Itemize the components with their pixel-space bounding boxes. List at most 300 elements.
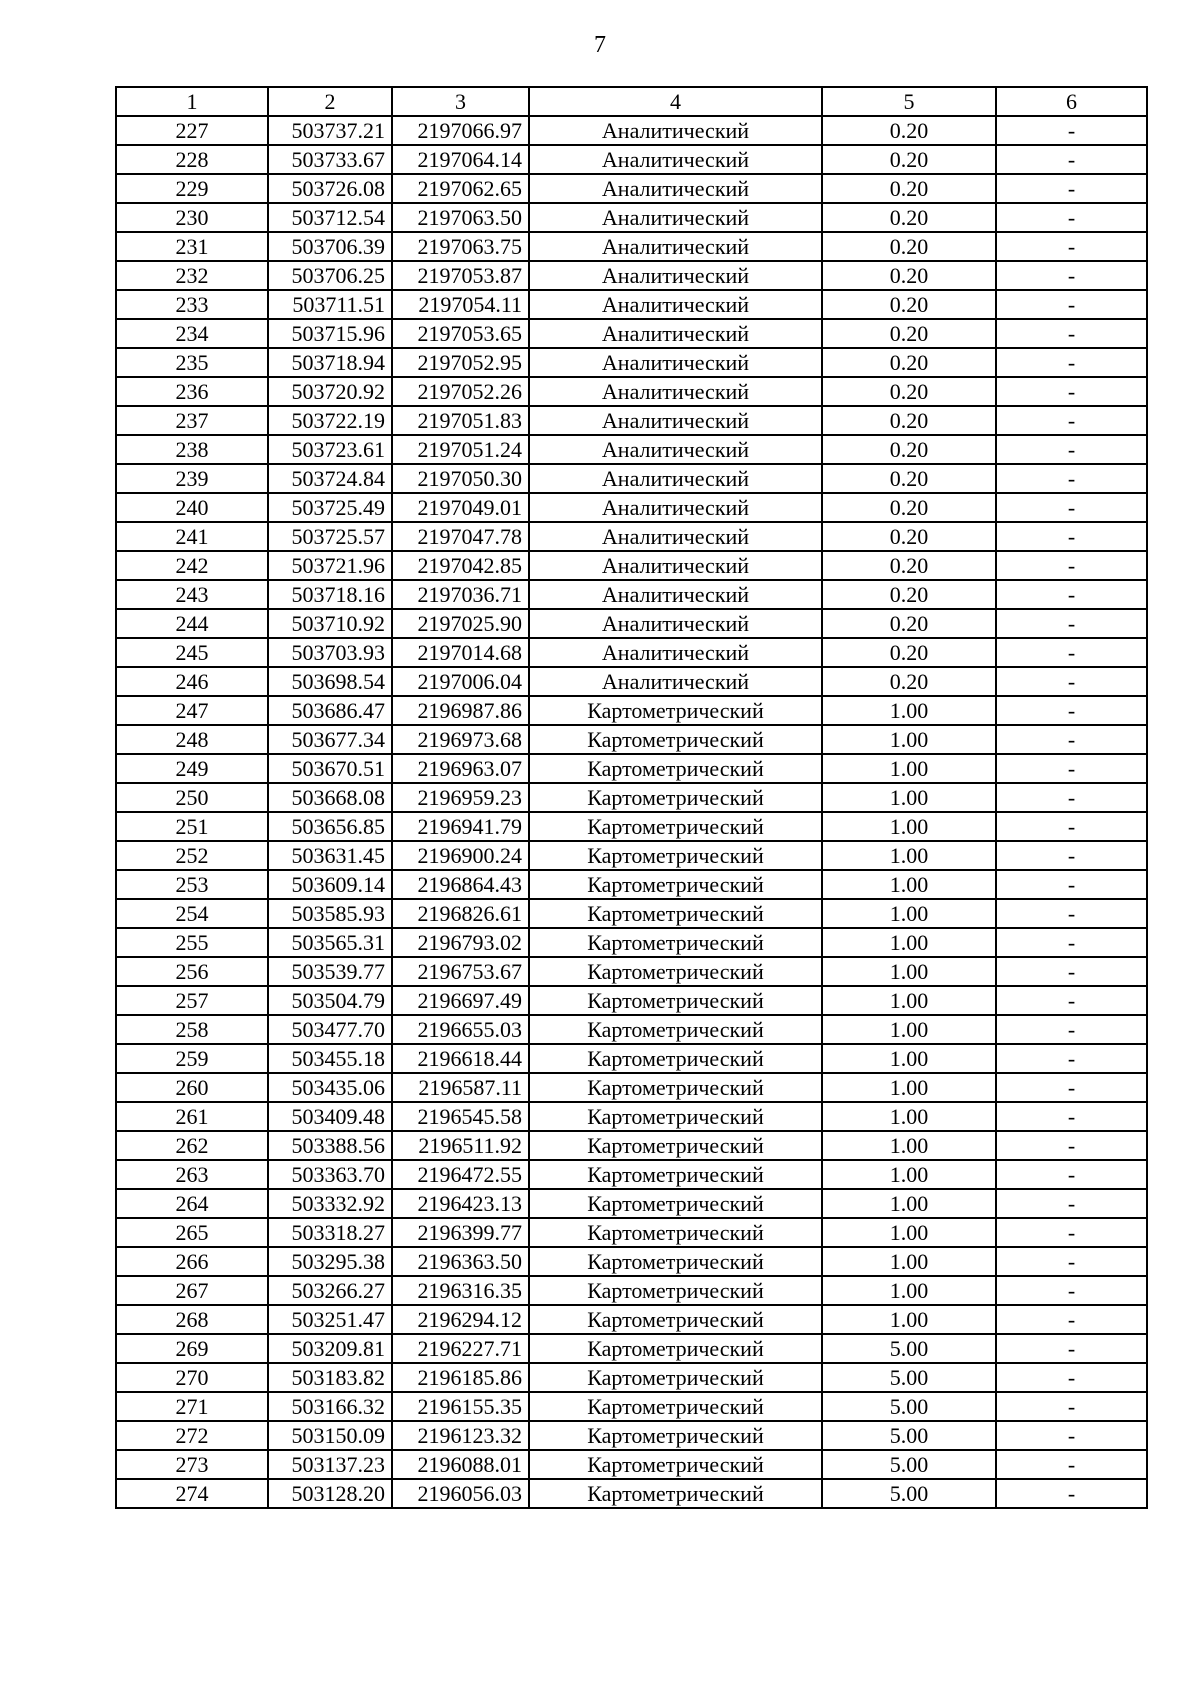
- x-coordinate-cell: 503720.92: [268, 377, 392, 406]
- description-cell: -: [996, 1392, 1147, 1421]
- method-cell: Картометрический: [529, 1479, 822, 1508]
- x-coordinate-cell: 503656.85: [268, 812, 392, 841]
- point-number-cell: 249: [116, 754, 268, 783]
- description-cell: -: [996, 551, 1147, 580]
- method-cell: Аналитический: [529, 435, 822, 464]
- table-row: [116, 1102, 1147, 1131]
- description-cell: -: [996, 1189, 1147, 1218]
- description-cell: -: [996, 232, 1147, 261]
- y-coordinate-cell: 2196472.55: [392, 1160, 529, 1189]
- x-coordinate-cell: 503706.39: [268, 232, 392, 261]
- x-coordinate-cell: 503686.47: [268, 696, 392, 725]
- description-cell: -: [996, 348, 1147, 377]
- y-coordinate-cell: 2196963.07: [392, 754, 529, 783]
- x-coordinate-cell: 503737.21: [268, 116, 392, 145]
- table-row: [116, 638, 1147, 667]
- point-number-cell: 258: [116, 1015, 268, 1044]
- accuracy-cell: 0.20: [822, 203, 996, 232]
- description-cell: -: [996, 290, 1147, 319]
- description-cell: -: [996, 1044, 1147, 1073]
- point-number-cell: 253: [116, 870, 268, 899]
- method-cell: Аналитический: [529, 116, 822, 145]
- point-number-cell: 244: [116, 609, 268, 638]
- description-cell: -: [996, 1305, 1147, 1334]
- table-row: [116, 1421, 1147, 1450]
- y-coordinate-cell: 2197053.65: [392, 319, 529, 348]
- point-number-cell: 267: [116, 1276, 268, 1305]
- table-row: [116, 174, 1147, 203]
- x-coordinate-cell: 503670.51: [268, 754, 392, 783]
- page-number: 7: [594, 32, 606, 58]
- accuracy-cell: 5.00: [822, 1479, 996, 1508]
- table-row: [116, 1450, 1147, 1479]
- y-coordinate-cell: 2196793.02: [392, 928, 529, 957]
- x-coordinate-cell: 503723.61: [268, 435, 392, 464]
- header-cell-4: 4: [529, 87, 822, 116]
- description-cell: -: [996, 1015, 1147, 1044]
- x-coordinate-cell: 503718.94: [268, 348, 392, 377]
- accuracy-cell: 1.00: [822, 1073, 996, 1102]
- description-cell: -: [996, 319, 1147, 348]
- description-cell: -: [996, 261, 1147, 290]
- x-coordinate-cell: 503388.56: [268, 1131, 392, 1160]
- y-coordinate-cell: 2196363.50: [392, 1247, 529, 1276]
- x-coordinate-cell: 503726.08: [268, 174, 392, 203]
- description-cell: -: [996, 870, 1147, 899]
- y-coordinate-cell: 2197053.87: [392, 261, 529, 290]
- description-cell: -: [996, 899, 1147, 928]
- method-cell: Картометрический: [529, 1189, 822, 1218]
- y-coordinate-cell: 2196399.77: [392, 1218, 529, 1247]
- point-number-cell: 251: [116, 812, 268, 841]
- x-coordinate-cell: 503477.70: [268, 1015, 392, 1044]
- x-coordinate-cell: 503721.96: [268, 551, 392, 580]
- accuracy-cell: 0.20: [822, 116, 996, 145]
- description-cell: -: [996, 754, 1147, 783]
- table-row: [116, 116, 1147, 145]
- method-cell: Картометрический: [529, 1276, 822, 1305]
- accuracy-cell: 1.00: [822, 812, 996, 841]
- table-row: [116, 551, 1147, 580]
- y-coordinate-cell: 2196941.79: [392, 812, 529, 841]
- description-cell: -: [996, 667, 1147, 696]
- accuracy-cell: 0.20: [822, 435, 996, 464]
- y-coordinate-cell: 2197054.11: [392, 290, 529, 319]
- point-number-cell: 237: [116, 406, 268, 435]
- y-coordinate-cell: 2196587.11: [392, 1073, 529, 1102]
- method-cell: Аналитический: [529, 522, 822, 551]
- point-number-cell: 263: [116, 1160, 268, 1189]
- point-number-cell: 232: [116, 261, 268, 290]
- accuracy-cell: 1.00: [822, 725, 996, 754]
- x-coordinate-cell: 503609.14: [268, 870, 392, 899]
- method-cell: Картометрический: [529, 1044, 822, 1073]
- point-number-cell: 254: [116, 899, 268, 928]
- x-coordinate-cell: 503150.09: [268, 1421, 392, 1450]
- description-cell: -: [996, 1218, 1147, 1247]
- method-cell: Картометрический: [529, 928, 822, 957]
- table-row: [116, 957, 1147, 986]
- table-row: [116, 261, 1147, 290]
- accuracy-cell: 0.20: [822, 551, 996, 580]
- point-number-cell: 247: [116, 696, 268, 725]
- method-cell: Аналитический: [529, 145, 822, 174]
- x-coordinate-cell: 503128.20: [268, 1479, 392, 1508]
- table-row: [116, 1131, 1147, 1160]
- description-cell: -: [996, 1276, 1147, 1305]
- description-cell: -: [996, 145, 1147, 174]
- y-coordinate-cell: 2197014.68: [392, 638, 529, 667]
- description-cell: -: [996, 986, 1147, 1015]
- accuracy-cell: 1.00: [822, 899, 996, 928]
- description-cell: -: [996, 1131, 1147, 1160]
- table-header-row: [116, 87, 1147, 116]
- accuracy-cell: 1.00: [822, 783, 996, 812]
- description-cell: -: [996, 406, 1147, 435]
- y-coordinate-cell: 2196655.03: [392, 1015, 529, 1044]
- description-cell: -: [996, 1334, 1147, 1363]
- y-coordinate-cell: 2196973.68: [392, 725, 529, 754]
- table-row: [116, 725, 1147, 754]
- table-row: [116, 145, 1147, 174]
- description-cell: -: [996, 1450, 1147, 1479]
- point-number-cell: 250: [116, 783, 268, 812]
- method-cell: Картометрический: [529, 1073, 822, 1102]
- method-cell: Аналитический: [529, 203, 822, 232]
- table-row: [116, 667, 1147, 696]
- description-cell: -: [996, 1421, 1147, 1450]
- y-coordinate-cell: 2197062.65: [392, 174, 529, 203]
- table-row: [116, 464, 1147, 493]
- accuracy-cell: 1.00: [822, 986, 996, 1015]
- accuracy-cell: 1.00: [822, 841, 996, 870]
- y-coordinate-cell: 2197050.30: [392, 464, 529, 493]
- point-number-cell: 273: [116, 1450, 268, 1479]
- method-cell: Аналитический: [529, 667, 822, 696]
- point-number-cell: 260: [116, 1073, 268, 1102]
- point-number-cell: 272: [116, 1421, 268, 1450]
- accuracy-cell: 1.00: [822, 1305, 996, 1334]
- table-row: [116, 812, 1147, 841]
- accuracy-cell: 1.00: [822, 1102, 996, 1131]
- description-cell: -: [996, 377, 1147, 406]
- description-cell: -: [996, 1073, 1147, 1102]
- table-row: [116, 928, 1147, 957]
- description-cell: -: [996, 609, 1147, 638]
- accuracy-cell: 0.20: [822, 232, 996, 261]
- x-coordinate-cell: 503585.93: [268, 899, 392, 928]
- description-cell: -: [996, 928, 1147, 957]
- point-number-cell: 257: [116, 986, 268, 1015]
- accuracy-cell: 0.20: [822, 348, 996, 377]
- point-number-cell: 243: [116, 580, 268, 609]
- point-number-cell: 231: [116, 232, 268, 261]
- method-cell: Аналитический: [529, 638, 822, 667]
- x-coordinate-cell: 503435.06: [268, 1073, 392, 1102]
- accuracy-cell: 1.00: [822, 1160, 996, 1189]
- table-row: [116, 319, 1147, 348]
- y-coordinate-cell: 2196316.35: [392, 1276, 529, 1305]
- table-row: [116, 1334, 1147, 1363]
- point-number-cell: 268: [116, 1305, 268, 1334]
- method-cell: Картометрический: [529, 1015, 822, 1044]
- description-cell: -: [996, 841, 1147, 870]
- point-number-cell: 264: [116, 1189, 268, 1218]
- y-coordinate-cell: 2197047.78: [392, 522, 529, 551]
- x-coordinate-cell: 503733.67: [268, 145, 392, 174]
- point-number-cell: 242: [116, 551, 268, 580]
- description-cell: -: [996, 174, 1147, 203]
- description-cell: -: [996, 1479, 1147, 1508]
- accuracy-cell: 5.00: [822, 1421, 996, 1450]
- x-coordinate-cell: 503718.16: [268, 580, 392, 609]
- point-number-cell: 265: [116, 1218, 268, 1247]
- point-number-cell: 230: [116, 203, 268, 232]
- accuracy-cell: 1.00: [822, 1218, 996, 1247]
- table-row: [116, 203, 1147, 232]
- point-number-cell: 227: [116, 116, 268, 145]
- accuracy-cell: 1.00: [822, 1276, 996, 1305]
- method-cell: Аналитический: [529, 609, 822, 638]
- y-coordinate-cell: 2197042.85: [392, 551, 529, 580]
- table-row: [116, 493, 1147, 522]
- header-cell-6: 6: [996, 87, 1147, 116]
- y-coordinate-cell: 2196697.49: [392, 986, 529, 1015]
- accuracy-cell: 5.00: [822, 1334, 996, 1363]
- accuracy-cell: 1.00: [822, 1015, 996, 1044]
- x-coordinate-cell: 503539.77: [268, 957, 392, 986]
- x-coordinate-cell: 503703.93: [268, 638, 392, 667]
- y-coordinate-cell: 2196088.01: [392, 1450, 529, 1479]
- x-coordinate-cell: 503698.54: [268, 667, 392, 696]
- method-cell: Аналитический: [529, 493, 822, 522]
- accuracy-cell: 1.00: [822, 1131, 996, 1160]
- method-cell: Картометрический: [529, 1450, 822, 1479]
- y-coordinate-cell: 2197036.71: [392, 580, 529, 609]
- method-cell: Аналитический: [529, 261, 822, 290]
- x-coordinate-cell: 503715.96: [268, 319, 392, 348]
- table-row: [116, 899, 1147, 928]
- method-cell: Картометрический: [529, 1131, 822, 1160]
- accuracy-cell: 0.20: [822, 638, 996, 667]
- point-number-cell: 246: [116, 667, 268, 696]
- y-coordinate-cell: 2197063.50: [392, 203, 529, 232]
- accuracy-cell: 0.20: [822, 290, 996, 319]
- method-cell: Картометрический: [529, 1160, 822, 1189]
- point-number-cell: 248: [116, 725, 268, 754]
- table-row: [116, 1392, 1147, 1421]
- x-coordinate-cell: 503631.45: [268, 841, 392, 870]
- table-row: [116, 1044, 1147, 1073]
- x-coordinate-cell: 503209.81: [268, 1334, 392, 1363]
- description-cell: -: [996, 696, 1147, 725]
- point-number-cell: 271: [116, 1392, 268, 1421]
- description-cell: -: [996, 493, 1147, 522]
- accuracy-cell: 0.20: [822, 493, 996, 522]
- header-cell-2: 2: [268, 87, 392, 116]
- x-coordinate-cell: 503706.25: [268, 261, 392, 290]
- y-coordinate-cell: 2196900.24: [392, 841, 529, 870]
- x-coordinate-cell: 503722.19: [268, 406, 392, 435]
- accuracy-cell: 1.00: [822, 928, 996, 957]
- point-number-cell: 240: [116, 493, 268, 522]
- table-row: [116, 1015, 1147, 1044]
- x-coordinate-cell: 503565.31: [268, 928, 392, 957]
- method-cell: Аналитический: [529, 319, 822, 348]
- description-cell: -: [996, 812, 1147, 841]
- method-cell: Картометрический: [529, 1247, 822, 1276]
- y-coordinate-cell: 2196511.92: [392, 1131, 529, 1160]
- accuracy-cell: 0.20: [822, 145, 996, 174]
- method-cell: Аналитический: [529, 348, 822, 377]
- point-number-cell: 233: [116, 290, 268, 319]
- description-cell: -: [996, 1160, 1147, 1189]
- table-row: [116, 1160, 1147, 1189]
- x-coordinate-cell: 503332.92: [268, 1189, 392, 1218]
- accuracy-cell: 0.20: [822, 522, 996, 551]
- table-row: [116, 1247, 1147, 1276]
- x-coordinate-cell: 503251.47: [268, 1305, 392, 1334]
- method-cell: Аналитический: [529, 406, 822, 435]
- x-coordinate-cell: 503668.08: [268, 783, 392, 812]
- point-number-cell: 228: [116, 145, 268, 174]
- y-coordinate-cell: 2197051.83: [392, 406, 529, 435]
- point-number-cell: 234: [116, 319, 268, 348]
- accuracy-cell: 1.00: [822, 1247, 996, 1276]
- accuracy-cell: 5.00: [822, 1450, 996, 1479]
- point-number-cell: 261: [116, 1102, 268, 1131]
- description-cell: -: [996, 580, 1147, 609]
- x-coordinate-cell: 503724.84: [268, 464, 392, 493]
- accuracy-cell: 1.00: [822, 1044, 996, 1073]
- accuracy-cell: 0.20: [822, 174, 996, 203]
- point-number-cell: 270: [116, 1363, 268, 1392]
- x-coordinate-cell: 503183.82: [268, 1363, 392, 1392]
- y-coordinate-cell: 2196753.67: [392, 957, 529, 986]
- accuracy-cell: 0.20: [822, 319, 996, 348]
- description-cell: -: [996, 1102, 1147, 1131]
- table-row: [116, 406, 1147, 435]
- x-coordinate-cell: 503725.57: [268, 522, 392, 551]
- coordinates-table: [115, 86, 1148, 1509]
- method-cell: Аналитический: [529, 174, 822, 203]
- y-coordinate-cell: 2197064.14: [392, 145, 529, 174]
- y-coordinate-cell: 2197066.97: [392, 116, 529, 145]
- y-coordinate-cell: 2196545.58: [392, 1102, 529, 1131]
- point-number-cell: 266: [116, 1247, 268, 1276]
- table-row: [116, 986, 1147, 1015]
- description-cell: -: [996, 464, 1147, 493]
- description-cell: -: [996, 1363, 1147, 1392]
- accuracy-cell: 0.20: [822, 464, 996, 493]
- method-cell: Картометрический: [529, 754, 822, 783]
- method-cell: Картометрический: [529, 841, 822, 870]
- description-cell: -: [996, 116, 1147, 145]
- description-cell: -: [996, 435, 1147, 464]
- table-row: [116, 435, 1147, 464]
- accuracy-cell: 5.00: [822, 1392, 996, 1421]
- table-row: [116, 1363, 1147, 1392]
- y-coordinate-cell: 2196056.03: [392, 1479, 529, 1508]
- x-coordinate-cell: 503455.18: [268, 1044, 392, 1073]
- table-row: [116, 754, 1147, 783]
- y-coordinate-cell: 2197063.75: [392, 232, 529, 261]
- point-number-cell: 241: [116, 522, 268, 551]
- method-cell: Картометрический: [529, 957, 822, 986]
- point-number-cell: 252: [116, 841, 268, 870]
- method-cell: Аналитический: [529, 464, 822, 493]
- point-number-cell: 235: [116, 348, 268, 377]
- table-row: [116, 841, 1147, 870]
- table-row: [116, 522, 1147, 551]
- y-coordinate-cell: 2196294.12: [392, 1305, 529, 1334]
- x-coordinate-cell: 503710.92: [268, 609, 392, 638]
- description-cell: -: [996, 203, 1147, 232]
- y-coordinate-cell: 2196826.61: [392, 899, 529, 928]
- y-coordinate-cell: 2197006.04: [392, 667, 529, 696]
- accuracy-cell: 0.20: [822, 667, 996, 696]
- method-cell: Картометрический: [529, 1102, 822, 1131]
- point-number-cell: 259: [116, 1044, 268, 1073]
- y-coordinate-cell: 2197025.90: [392, 609, 529, 638]
- method-cell: Картометрический: [529, 1305, 822, 1334]
- accuracy-cell: 0.20: [822, 580, 996, 609]
- method-cell: Картометрический: [529, 1392, 822, 1421]
- accuracy-cell: 1.00: [822, 1189, 996, 1218]
- header-cell-1: 1: [116, 87, 268, 116]
- x-coordinate-cell: 503677.34: [268, 725, 392, 754]
- header-cell-5: 5: [822, 87, 996, 116]
- accuracy-cell: 0.20: [822, 377, 996, 406]
- table-row: [116, 1218, 1147, 1247]
- method-cell: Картометрический: [529, 1421, 822, 1450]
- method-cell: Картометрический: [529, 1334, 822, 1363]
- point-number-cell: 238: [116, 435, 268, 464]
- method-cell: Аналитический: [529, 551, 822, 580]
- table-row: [116, 232, 1147, 261]
- method-cell: Картометрический: [529, 986, 822, 1015]
- y-coordinate-cell: 2196185.86: [392, 1363, 529, 1392]
- accuracy-cell: 0.20: [822, 609, 996, 638]
- description-cell: -: [996, 783, 1147, 812]
- x-coordinate-cell: 503295.38: [268, 1247, 392, 1276]
- method-cell: Аналитический: [529, 290, 822, 319]
- y-coordinate-cell: 2197052.95: [392, 348, 529, 377]
- x-coordinate-cell: 503137.23: [268, 1450, 392, 1479]
- y-coordinate-cell: 2196959.23: [392, 783, 529, 812]
- method-cell: Картометрический: [529, 1363, 822, 1392]
- table-row: [116, 696, 1147, 725]
- point-number-cell: 245: [116, 638, 268, 667]
- point-number-cell: 269: [116, 1334, 268, 1363]
- table-row: [116, 377, 1147, 406]
- x-coordinate-cell: 503504.79: [268, 986, 392, 1015]
- method-cell: Картометрический: [529, 899, 822, 928]
- point-number-cell: 255: [116, 928, 268, 957]
- y-coordinate-cell: 2196155.35: [392, 1392, 529, 1421]
- description-cell: -: [996, 1247, 1147, 1276]
- table-row: [116, 1479, 1147, 1508]
- table-row: [116, 1276, 1147, 1305]
- point-number-cell: 256: [116, 957, 268, 986]
- y-coordinate-cell: 2197049.01: [392, 493, 529, 522]
- point-number-cell: 236: [116, 377, 268, 406]
- table-row: [116, 1305, 1147, 1334]
- point-number-cell: 239: [116, 464, 268, 493]
- table-row: [116, 1073, 1147, 1102]
- method-cell: Картометрический: [529, 696, 822, 725]
- y-coordinate-cell: 2196227.71: [392, 1334, 529, 1363]
